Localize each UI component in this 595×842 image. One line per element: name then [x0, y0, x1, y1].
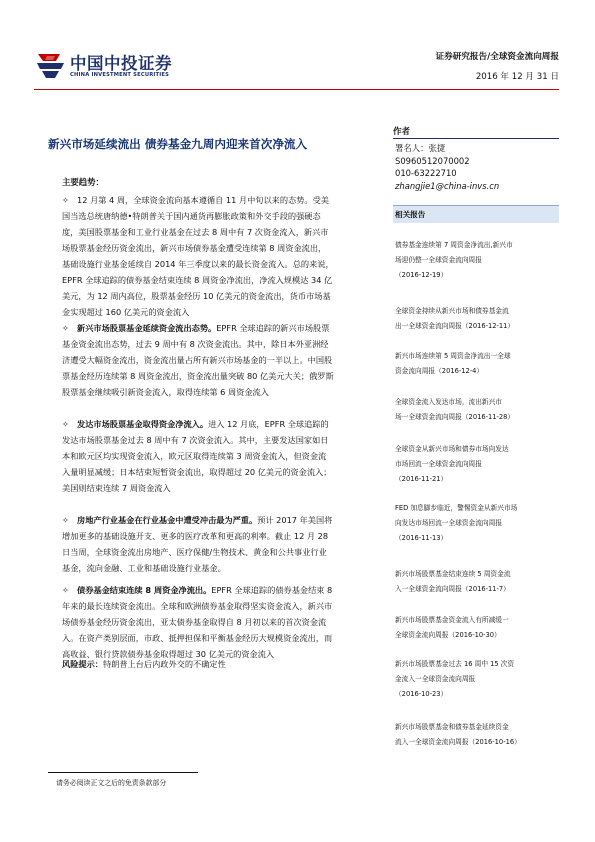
related-report-item[interactable] [395, 442, 557, 487]
document-title: 新兴市场延续流出 债券基金九周内迎来首次净流入 [48, 137, 308, 151]
bold-lead: ✧ 债券基金结束连续 8 周资金净流出。 [62, 585, 212, 595]
text-run: 预计 2017 年美国将 [257, 515, 333, 525]
text-line: 美国则结束连续 7 周资金流入 [62, 483, 171, 493]
text-run: 进入 12 月底，EPFR 全球追踪的 [208, 419, 329, 429]
related-report-item[interactable] [395, 720, 557, 750]
related-report-item[interactable] [395, 349, 557, 379]
text-line: 基金资金流出态势，过去 9 周中有 8 次资金流出。其中，除日本外亚洲经 [62, 339, 329, 349]
related-report-line: 全球资金流入发达市场，流出新兴市 [395, 398, 502, 406]
text-line: 高收益、银行贷款债券基金取得超过 30 亿美元的资金流入 [62, 649, 275, 659]
related-report-item[interactable] [395, 567, 557, 597]
related-report-item[interactable] [395, 501, 557, 546]
disclaimer-note: 请务必阅读正文之后的免责条款部分 [56, 779, 167, 787]
related-report-item[interactable] [395, 238, 557, 283]
footer-divider [48, 772, 198, 773]
related-report-line: 场迎仍整一全球资金流向周报 [395, 256, 482, 264]
related-report-line: 全球资金持续从新兴市场和债券基金流 [395, 307, 509, 315]
company-name-cn: 中国中投证券 [70, 54, 172, 73]
paragraph-real-estate [62, 512, 382, 576]
related-report-line: 资金流向周报（2016-12-4） [395, 367, 484, 375]
paragraph-developed-markets [62, 416, 382, 496]
related-report-line: 全球资金从新兴市场和债券市场向发达 [395, 445, 509, 453]
text-line: 济遭受大幅资金流出，资金流出量占所有新兴市场基金的一半以上。中国股 [62, 355, 333, 365]
bold-lead: ✧ 新兴市场股票基金延续资金流出态势。 [62, 323, 217, 333]
text-line: 日当周，全球资金流出房地产、医疗保健/生物技术、黄金和公共事业行业 [62, 547, 327, 557]
related-report-line: 新兴市场股票基金和债券基金延续资金 [395, 723, 509, 731]
text-line: 票基金经历连续第 8 周资金流出，资金流出量突破 80 亿美元大关；俄罗斯 [62, 371, 334, 381]
text-line: 增加更多的基础设施开支、更多的医疗改革和更高的利率。截止 12 月 28 [62, 531, 329, 541]
text-line: 场债券基金经历资金流出，亚太债券基金取得自 8 月初以来的首次资金流 [62, 617, 327, 627]
main-trends-heading: 主要趋势： [62, 177, 104, 187]
related-report-line: （2016-12-19） [395, 271, 448, 279]
text-run: EPFR 全球追踪的债券基金结束 8 [211, 585, 333, 595]
text-line: ✧ 12 月第 4 周，全球资金流向基本遵循自 11 月中旬以来的态势。受美 [62, 195, 329, 205]
author-info [395, 142, 560, 192]
text-line: 金实现超过 160 亿美元的资金流入 [62, 307, 190, 317]
related-report-item[interactable] [395, 395, 557, 425]
risk-text: 特朗普上台后内政外交的不确定性 [102, 659, 226, 669]
text-line: 基础设施行业基金延续自 2014 年三季度以来的最长资金流入。总的来说， [62, 259, 334, 269]
text-line [62, 582, 382, 598]
related-report-line: （2016-11-13） [395, 534, 448, 542]
related-report-line: 向发达市场回流一全球资金流向周报 [395, 519, 502, 527]
related-report-line: 出一全球资金流向周报（2016-12-11） [395, 322, 515, 330]
company-name-en: CHINA INVESTMENT SECURITIES [70, 72, 170, 78]
text-run: EPFR 全球追踪的新兴市场股票 [216, 323, 330, 333]
text-line: EPFR 全球追踪的债券基金结束连续 8 周资金净流出，净流入规模达 34 亿 [62, 275, 333, 285]
author-cert: S0960512070002 [395, 155, 470, 166]
related-report-line: 新兴市场股票基金结束连续 5 周资金流 [395, 570, 511, 578]
text-line [62, 320, 382, 336]
text-line: 入量明显减缓；日本结束短暂资金流出，取得超过 20 亿美元的资金流入； [62, 467, 332, 477]
text-line: 度，美国股票基金和工业行业基金在过去 8 周中有 7 次资金流入，新兴市 [62, 227, 329, 237]
related-report-line: 债券基金连续第 7 周资金净流出,新兴市 [395, 241, 513, 249]
text-line: 美元，为 12 周内高位，股票基金经历 10 亿美元的资金流出，货币市场基 [62, 291, 331, 301]
related-report-line: 新兴市场股票基金过去 16 周中 15 次资 [395, 660, 515, 668]
text-line: 年来的最长连续资金流出。全球和欧洲债券基金取得坚实资金流入，新兴市 [62, 601, 333, 611]
related-report-line: 市场回流一全球资金流向周报 [395, 460, 482, 468]
paragraph-overview [62, 192, 382, 320]
report-type: 证券研究报告/全球资金流向周报 [435, 52, 559, 62]
text-line [62, 512, 382, 528]
text-line: 发达市场股票基金过去 8 周中有 7 次资金流入。其中，主要发达国家如日 [62, 435, 329, 445]
related-report-line: 流入一全球资金流向周报（2016-10-16） [395, 738, 521, 746]
text-line [62, 416, 382, 432]
risk-warning [62, 659, 226, 670]
company-logo [34, 48, 194, 84]
related-report-line: （2016-11-21） [395, 475, 448, 483]
author-name: 署名人：张捷 [395, 143, 446, 153]
paragraph-bond-funds [62, 582, 382, 662]
cis-logo-icon [34, 48, 68, 82]
text-line: 入。在资产类别层面，市政、抵押担保和平衡基金经历大规模资金流出，而 [62, 633, 333, 643]
related-report-line: 入一全球资金流向周报（2016-11-7） [395, 585, 510, 593]
author-heading: 作者 [393, 125, 559, 139]
related-report-item[interactable] [395, 304, 557, 334]
text-line: 本和欧元区均实现资金流入，欧元区取得连续第 3 周资金流入，但资金流 [62, 451, 327, 461]
risk-label: 风险提示： [62, 659, 103, 669]
bold-lead: ✧ 发达市场股票基金取得资金净流入。 [62, 419, 209, 429]
related-report-item[interactable] [395, 657, 557, 702]
related-report-line: 新兴市场连续第 5 周资金净流出一全球 [395, 352, 511, 360]
related-report-line: 全球资金流向周报（2016-10-30） [395, 631, 501, 639]
report-date: 2016 年 12 月 31 日 [475, 72, 559, 82]
text-line: 国当选总统唐纳德•特朗普关于国内通货再膨胀政策和外交手段的强硬态 [62, 211, 321, 221]
author-email[interactable]: zhangjie1@china-invs.cn [395, 180, 500, 191]
author-phone: 010-63222710 [395, 168, 457, 179]
text-line: 场股票基金经历资金流出，新兴市场债券基金遭受连续第 8 周资金流出， [62, 243, 327, 253]
text-line: 基金，流向金融、工业和基础设施行业基金。 [62, 563, 226, 573]
paragraph-emerging-markets [62, 320, 382, 400]
bold-lead: ✧ 房地产行业基金在行业基金中遭受冲击最为严重。 [62, 515, 258, 525]
related-reports [393, 205, 559, 746]
text-line: 股票基金继续吸引新资金流入，取得连续第 6 周资金流入 [62, 387, 269, 397]
related-heading: 相关报告 [393, 205, 559, 223]
related-report-line: （2016-10-23） [395, 690, 448, 698]
related-report-line: 金流入一全球资金流向周报 [395, 675, 476, 683]
related-report-item[interactable] [395, 613, 557, 643]
related-report-line: 新兴市场股票基金资金流入有所减缓一 [395, 616, 509, 624]
related-report-line: 场一全球资金流向周报（2016-11-28） [395, 413, 515, 421]
header-divider [34, 89, 559, 90]
related-report-line: FED 加息脚步临近，警惕资金从新兴市场 [395, 504, 518, 512]
